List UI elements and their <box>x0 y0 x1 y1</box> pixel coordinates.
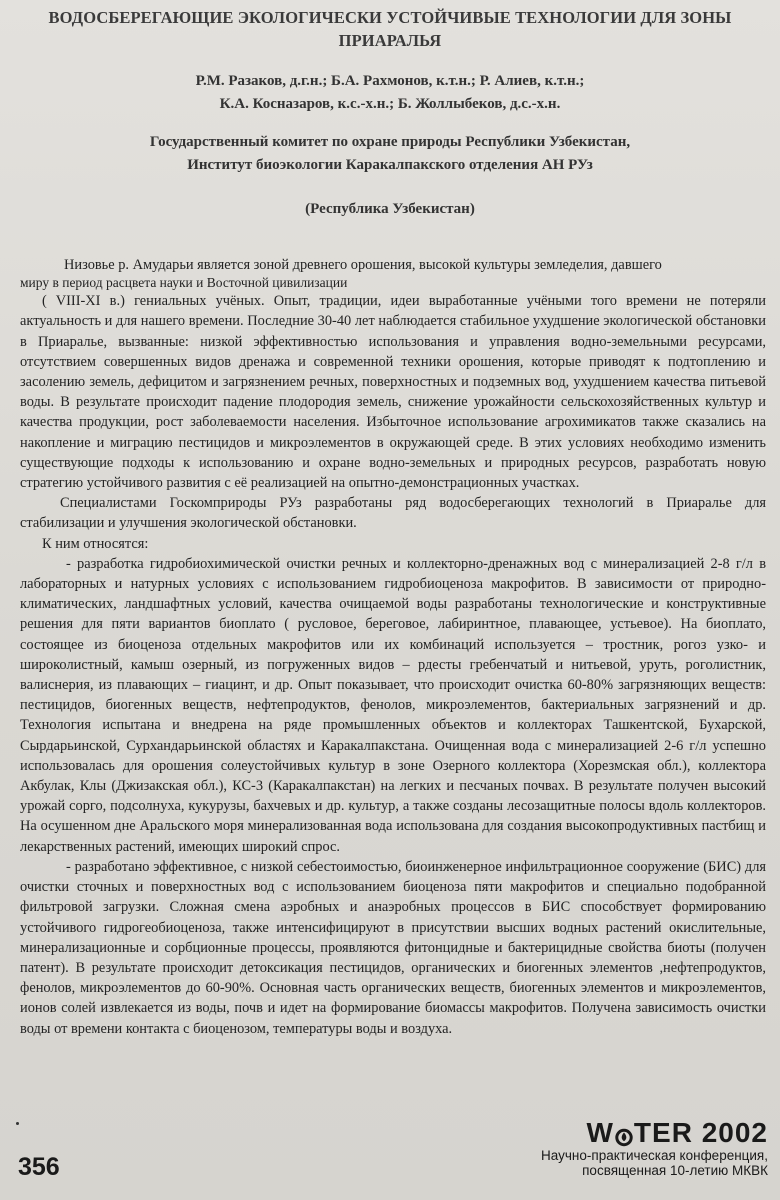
authors-line-1: Р.М. Разаков, д.г.н.; Б.А. Рахмонов, к.т.н.; Р. Алиев, к.т.н.; <box>195 73 585 89</box>
paragraph-4: - разработка гидробиохимической очистки речных и коллекторно-дренажных вод с минерализацией 2-8 г/л в лабораторных и натурных условиях с использованием гидробиоценоза макрофитов. В зависимости от природно-климатических, ландшафтных условий, качества очищаемой воды разработаны технологические и конструктивные решения для пяти вариантов биоплато ( русловое, береговое, лабиринтное, плавающее, устьевое). На биоплато, состоящее из биоценоза отдельных макрофитов или их комбинаций используется – тростник, рогоз узко- и широколистный, камыш озерный, из погруженных видов – рдесты гребенчатый и нитьевой, уруть, роголистник, валиснерия, из плавающих – гиацинт, и др. Опыт показывает, что происходит очистка 60-80% загрязняющих веществ: пестицидов, биогенных веществ, нефтепродуктов, фенолов, микроэлементов, бактериальных загрязнений и др. Технология испытана и внедрена на ряде промышленных объектов и коллекторах Ташкентской, Бухарской, Сырдарьинской, Сурхандарьинской областях и Каракалпакстана. Очищенная вода с минерализацией 2-6 г/л успешно использовалась для орошения солеустойчивых культур в зоне Озерного коллектора (Хорезмская обл.), коллектора Акбулак, Клы (Джизакская обл.), КС-3 (Каракалпакстан) на легких и песчаных почвах. В результате получен высокий урожай сорго, подсолнуха, кукурузы, бахчевых и др. культур, а также созданы лесозащитные полосы вдоль коллекторов. На осушенном дне Аральского моря минерализованная вода использована для создания высокопродуктивных пастбищ и лекарственных растений, имеющих широкий спрос. <box>20 555 766 855</box>
logo-text-rest: TER 2002 <box>633 1117 768 1148</box>
paragraph-2: Специалистами Госкомприроды РУз разработаны ряд водосберегающих технологий в Приаралье для стабилизации и улучшения экологической обстановки. <box>20 495 766 532</box>
water-drop-icon <box>615 1123 633 1145</box>
affiliation <box>20 131 760 177</box>
country: (Республика Узбекистан) <box>305 201 475 217</box>
stray-mark <box>16 1122 19 1125</box>
water-2002-logo <box>528 1118 768 1148</box>
conference-logo <box>528 1118 768 1178</box>
logo-letter-w: W <box>586 1117 614 1148</box>
paragraph-5: - разработано эффективное, с низкой себестоимостью, биоинженерное инфильтрационное сооружение (БИС) для очистки сточных и поверхностных вод с использованием биоценоза пяти макрофитов и специально подобранной фильтровой загрузки. Сложная смена аэробных и анаэробных процессов в БИС способствует формированию устойчивого гидрогеобиоценоза, также интенсифицируют в присутствии высших водных растений окислительные, минерализационные и сорбционные процессы, проявляются фитонцидные и бактерицидные свойства биоты (получен патент). В результате происходит детоксикация пестицидов, органических и биогенных элементов ,нефтепродуктов, фенолов, микроэлементов до 60-90%. Основная часть органических веществ, биогенных элементов и микроэлементов, ионов солей извлекается из воды, почв и идет на формирование биомассы макрофитов. Получена зависимость очистки воды от времени контакта с биоценозом, температуры воды и воздуха. <box>20 858 766 1037</box>
paragraph-1-line-2 <box>20 275 766 291</box>
affiliation-line-2: Институт биоэкологии Каракалпакского отделения АН РУз <box>187 157 593 173</box>
paragraph-1-part-2: миру в период расцвета науки и Восточной цивилизации <box>20 275 348 291</box>
conference-line-1: Научно-практическая конференция, <box>541 1148 768 1163</box>
paper-title: ВОДОСБЕРЕГАЮЩИЕ ЭКОЛОГИЧЕСКИ УСТОЙЧИВЫЕ ТЕХНОЛОГИИ ДЛЯ ЗОНЫ ПРИАРАЛЬЯ <box>48 8 732 50</box>
affiliation-line-1: Государственный комитет по охране природы Республики Узбекистан, <box>149 134 631 150</box>
authors <box>20 70 760 116</box>
conference-line-2: посвященная 10-летию МКВК <box>582 1163 768 1178</box>
article-body <box>20 255 766 1039</box>
paragraph-3: К ним относятся: <box>42 535 149 552</box>
paragraph-1-part-3: ( VIII-XI в.) гениальных учёных. Опыт, традиции, идеи выработанные учёными того времени не потеряли актуальность и для нашего времени. Последние 30-40 лет наблюдается стабильное ухудшение экологической обстановки в Приаралье, вызванные: низкой эффективностью использования и управления водно-земельными ресурсами, отсутствием совершенных видов дренажа и современной техники орошения, которые приводят к подтоплению и засолению земель, дефицитом и загрязнением речных, поверхностных и подземных вод, ухудшением качества питьевой воды. В результате происходит падение плодородия земель, снижение урожайности сельскохозяйственных культур и качества продукции, рост заболеваемости населения. Избыточное использование агрохимикатов также сказались на накопление и миграцию пестицидов и микроэлементов в окружающей среде. В этих условиях необходимо изменить существующие подходы к использованию и охране водно-земельных и природных ресурсов, разработать новую стратегию устойчивого развития с её реализацией на опытно-демонстрационных участках. <box>20 293 766 492</box>
paragraph-1-continued <box>20 291 766 493</box>
page-number: 356 <box>18 1153 60 1181</box>
authors-line-2: К.А. Косназаров, к.с.-х.н.; Б. Жоллыбеков, д.с.-х.н. <box>219 96 561 112</box>
paragraph-1 <box>20 255 766 275</box>
paragraph-1-part-1: Низовье р. Амударьи является зоной древнего орошения, высокой культуры земледелия, давшего <box>64 257 662 273</box>
